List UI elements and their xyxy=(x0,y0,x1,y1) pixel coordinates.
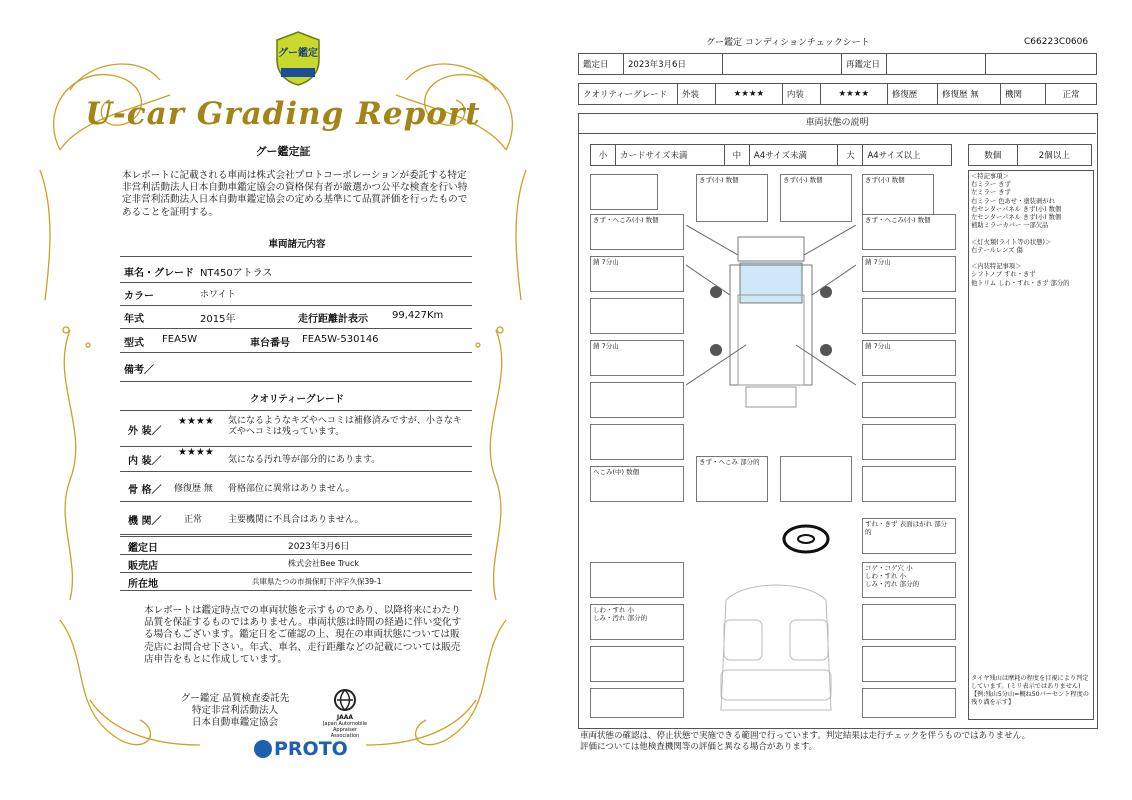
damage-box xyxy=(590,424,684,460)
damage-box-seat-l: しわ・すれ 小 しみ・汚れ 部分的 xyxy=(590,604,684,640)
size-mid: 中 xyxy=(724,145,749,166)
interior-row xyxy=(120,445,472,472)
int-label: 内装 xyxy=(782,84,820,105)
repair-value: 修復歴 無 xyxy=(938,84,1001,105)
damage-box-right2: 錆 7分山 xyxy=(862,256,956,292)
qg-label: クオリティーグレード xyxy=(579,84,678,105)
frame-text: 骨格部位に異常はありません。 xyxy=(228,484,355,494)
damage-box xyxy=(862,424,956,460)
car-interior-diagram xyxy=(706,580,846,715)
damage-box xyxy=(862,466,956,502)
damage-box xyxy=(862,646,956,682)
check-note-1: 車両状態の確認は、停止状態で実施できる範囲で行っています。判定結果は走行チェックを伴うものではありません。 xyxy=(580,731,1031,741)
globe-icon xyxy=(333,688,357,712)
color-label: カラー xyxy=(124,291,154,302)
damage-box-right1: きず・へこみ(小) 数個 xyxy=(862,214,956,250)
tire-note: タイヤ残山は摩耗の程度を目視により判定しています。(ミリ表示ではありません) 【例:残山5分山=概ね50パーセント程度の残り溝を示す】 xyxy=(971,675,1089,706)
vehicle-name: NT450アトラス xyxy=(200,268,273,279)
size-small: 小 xyxy=(591,145,616,166)
mileage-label: 走行距離計表示 xyxy=(298,314,368,325)
damage-box-seat-r: コゲ・コゲ穴 小 しわ・すれ 小 しみ・汚れ 部分的 xyxy=(862,562,956,598)
proto-label: PROTO xyxy=(274,738,348,760)
size-large: 大 xyxy=(838,145,863,166)
vehicle-model: FEA5W xyxy=(162,334,198,345)
intro-text: 本レポートに記載される車両は株式会社プロトコーポレーションが委託する特定非営利活動法人日本自動車鑑定協会の資格保有者が厳選かつ公平な検査を行い特定非営利活動法人日本自動車鑑定協会の定める基準にて品質評価を行ったものであることを証明する。 xyxy=(122,170,468,218)
sheet-id: C66223C0606 xyxy=(1024,37,1089,47)
damage-box-bottom2: きず・へこみ 部分的 xyxy=(696,456,768,502)
sign-line-3: 日本自動車鑑定協会 xyxy=(191,717,279,728)
notes-label: 備考／ xyxy=(124,365,154,376)
condition-check-sheet xyxy=(566,0,1132,800)
frame-label: 骨 格／ xyxy=(128,485,162,496)
damage-box xyxy=(862,298,956,334)
size-large-desc: A4サイズ以上 xyxy=(863,145,952,166)
size-small-desc: カードサイズ未満 xyxy=(616,145,725,166)
engine-value: 正常 xyxy=(184,515,203,525)
exterior-label: 外 装／ xyxy=(128,426,162,437)
vehicle-notes-row xyxy=(120,352,472,382)
check-note-2: 評価については他検査機関等の評価と異なる場合があります。 xyxy=(580,742,818,752)
interior-stars: ★★★★ xyxy=(178,447,214,458)
engine-label: 機 関／ xyxy=(128,516,162,527)
report-subtitle: グー鑑定証 xyxy=(255,145,311,158)
engine-label-r: 機関 xyxy=(1001,84,1046,105)
steering-wheel-icon xyxy=(780,520,832,558)
vehicle-color: ホワイト xyxy=(200,290,236,300)
status-title: 車両状態の説明 xyxy=(578,113,1096,134)
inspection-org xyxy=(150,693,320,729)
exterior-stars: ★★★★ xyxy=(178,416,214,427)
goo-kantei-badge xyxy=(273,30,323,86)
damage-box xyxy=(590,298,684,334)
damage-box xyxy=(862,688,956,718)
exterior-row xyxy=(120,410,472,447)
ext-label: 外装 xyxy=(678,84,716,105)
name-label: 車名・グレード xyxy=(124,268,194,279)
interior-text: 気になる汚れ等が部分的にあります。 xyxy=(228,455,381,465)
quality-table xyxy=(578,83,1097,105)
vehicle-mileage: 99,427Km xyxy=(392,310,444,321)
vehicle-chassis: FEA5W-530146 xyxy=(302,334,379,345)
vehicle-color-row xyxy=(120,281,472,306)
repair-label: 修復歴 xyxy=(887,84,937,105)
vehicle-model-row xyxy=(120,328,472,353)
damage-box-bottom1: へこみ(中) 数個 xyxy=(590,466,684,502)
engine-row xyxy=(120,501,472,535)
engine-value-r: 正常 xyxy=(1046,84,1097,105)
chassis-label: 車台番号 xyxy=(250,338,290,349)
damage-box-top3: きず(小) 数個 xyxy=(862,174,934,222)
damage-box xyxy=(590,382,684,418)
address-label: 所在地 xyxy=(128,579,158,590)
appraisal-date: 2023年3月6日 xyxy=(288,542,350,552)
int-stars: ★★★★ xyxy=(820,84,887,105)
jaaa-logo xyxy=(320,688,370,739)
engine-text: 主要機関に不具合はありません。 xyxy=(228,515,364,525)
count-label: 数個 xyxy=(969,145,1018,166)
sheet-title: グー鑑定 コンディションチェックシート xyxy=(706,38,870,48)
dealer-label: 販売店 xyxy=(128,561,158,572)
appraisal-date-label: 鑑定日 xyxy=(128,543,158,554)
car-top-view-diagram xyxy=(686,225,856,415)
damage-box-left1: きず・へこみ(小) 数個 xyxy=(590,214,684,250)
exterior-text: 気になるようなキズやヘコミは補修済みですが、小さなキズやヘコミは残っています。 xyxy=(228,416,462,437)
dealer-row xyxy=(120,553,472,573)
model-label: 型式 xyxy=(124,338,144,349)
year-label: 年式 xyxy=(124,314,144,325)
reappraisal-label: 再鑑定日 xyxy=(842,54,887,75)
damage-box-left2: 錆 7分山 xyxy=(590,256,684,292)
dealer-name: 株式会社Bee Truck xyxy=(288,559,359,568)
damage-box xyxy=(590,646,684,682)
jaaa-subtitle: Japan Automobile Appraiser Association xyxy=(322,721,368,739)
vehicle-year: 2015年 xyxy=(200,314,236,325)
frame-value: 修復歴 無 xyxy=(174,484,213,494)
quality-section-title: クオリティーグレード xyxy=(249,394,345,405)
vehicle-name-row xyxy=(120,256,472,283)
date-label: 鑑定日 xyxy=(579,54,624,75)
damage-box-steer: すれ・きず 表面はがれ 部分的 xyxy=(862,518,956,554)
special-notes: ＜特記事項＞ 右ミラー きず 左ミラー きず 右ミラー 色あせ・塗装剥がれ 右センターパネル きず(小) 数個 左センターパネル きず(小) 数個 補助ミラーカバー 一部欠品 ＜灯火類(ライト等の状態)＞ 右テールレンズ 傷 ＜内装特記事項＞ シフトノブ すれ・きず 他トリム しわ・すれ・きず 部分的 xyxy=(971,173,1070,287)
frame-row xyxy=(120,471,472,502)
sign-line-2: 特定非営利活動法人 xyxy=(191,705,279,716)
proto-mark-icon xyxy=(254,740,272,758)
size-mid-desc: A4サイズ未満 xyxy=(749,145,838,166)
disclaimer-text: 本レポートは鑑定時点での車両状態を示すものであり、以降将来にわたり品質を保証するものではありません。車両状態は時間の経過に伴い変化する場合もございます。鑑定日をご確認の上、現在の車両状態については販売店にお問合せ下さい。年式、車名、走行距離などの記載については販売店申告をもとに作成しています。 xyxy=(144,605,462,665)
jaaa-label: JAAA xyxy=(336,714,354,721)
date-value: 2023年3月6日 xyxy=(624,54,723,75)
damage-box xyxy=(590,174,658,210)
damage-box xyxy=(590,688,684,718)
damage-box xyxy=(590,562,684,598)
size-legend xyxy=(590,144,952,166)
vehicle-section-title: 車両諸元内容 xyxy=(268,239,326,250)
damage-box-top1: きず(小) 数個 xyxy=(696,174,768,222)
interior-label: 内 装／ xyxy=(128,456,162,467)
reappraisal-value xyxy=(887,54,986,75)
badge-label: グー鑑定 xyxy=(278,48,318,59)
count-desc: 2個以上 xyxy=(1017,145,1091,166)
date-table xyxy=(578,53,1097,75)
damage-box xyxy=(862,382,956,418)
damage-box xyxy=(780,456,852,502)
damage-box-left3: 錆 7分山 xyxy=(590,340,684,376)
count-legend xyxy=(968,144,1092,166)
damage-box-right3: 錆 7分山 xyxy=(862,340,956,376)
report-title: U-car Grading Report xyxy=(85,96,481,132)
damage-box-top2: きず(小) 数個 xyxy=(780,174,852,222)
sign-line-1: グー鑑定 品質検査委託先 xyxy=(180,693,290,704)
vehicle-year-row xyxy=(120,305,472,329)
ext-stars: ★★★★ xyxy=(715,84,782,105)
dealer-address: 兵庫県たつの市揖保町下沖字久保39-1 xyxy=(252,577,382,586)
proto-logo xyxy=(254,738,348,760)
address-row xyxy=(120,572,472,591)
damage-box xyxy=(862,604,956,640)
